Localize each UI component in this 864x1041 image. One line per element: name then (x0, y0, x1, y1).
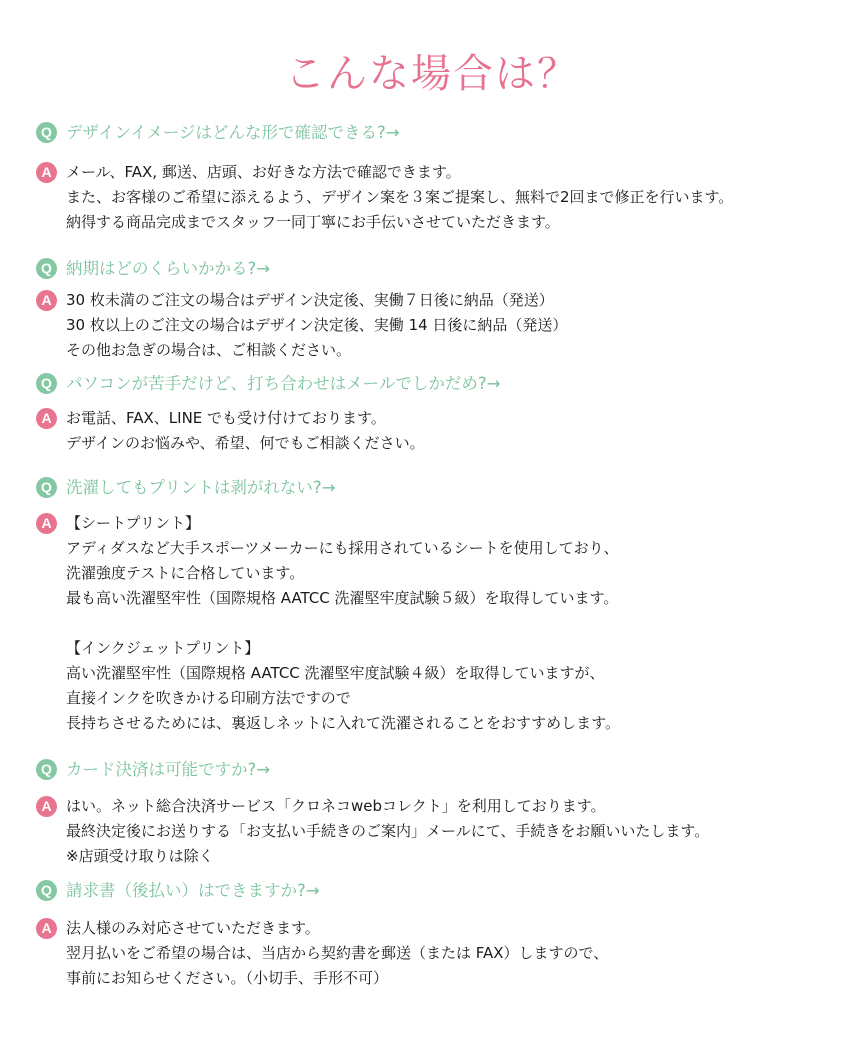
question-row[interactable] (36, 880, 320, 901)
answer-line: 洗濯強度テストに合格しています。 (66, 564, 305, 582)
answer-line: 直接インクを吹きかける印刷方法ですので (66, 689, 351, 707)
question-row[interactable] (36, 477, 335, 498)
answer-line: メール、FAX, 郵送、店頭、お好きな方法で確認できます。 (66, 163, 461, 181)
answer-row (36, 918, 608, 991)
answer-line: 最も高い洗濯堅牢性（国際規格 AATCC 洗濯堅牢度試験５級）を取得しています。 (66, 589, 619, 607)
answer-row (36, 290, 567, 363)
a-badge-icon: A (36, 796, 57, 817)
question-row[interactable] (36, 373, 500, 394)
answer-row (36, 796, 709, 869)
answer-line: 30 枚以上のご注文の場合はデザイン決定後、実働 14 日後に納品（発送） (66, 316, 568, 334)
answer-text (66, 794, 709, 869)
a-badge-icon: A (36, 408, 57, 429)
answer-line: 30 枚未満のご注文の場合はデザイン決定後、実働７日後に納品（発送） (66, 291, 554, 309)
answer-text (66, 288, 567, 363)
answer-text (66, 406, 425, 456)
q-badge-icon: Q (36, 477, 57, 498)
q-badge-icon: Q (36, 880, 57, 901)
answer-line: お電話、FAX、LINE でも受け付けております。 (66, 409, 386, 427)
question-text[interactable]: パソコンが苦手だけど、打ち合わせはメールでしかだめ?→ (66, 374, 501, 393)
q-badge-icon: Q (36, 373, 57, 394)
question-text[interactable]: デザインイメージはどんな形で確認できる?→ (66, 123, 400, 142)
question-text[interactable]: カード決済は可能ですか?→ (66, 760, 271, 779)
q-badge-icon: Q (36, 258, 57, 279)
answer-line: 高い洗濯堅牢性（国際規格 AATCC 洗濯堅牢度試験４級）を取得していますが、 (66, 664, 605, 682)
answer-line: 法人様のみ対応させていただきます。 (66, 919, 320, 937)
answer-line: また、お客様のご希望に添えるよう、デザイン案を３案ご提案し、無料で2回まで修正を行います。 (66, 188, 734, 206)
answer-line: 【インクジェットプリント】 (66, 639, 260, 657)
answer-line: 【シートプリント】 (66, 514, 200, 532)
answer-line: 翌月払いをご希望の場合は、当店から契約書を郵送（または FAX）しますので、 (66, 944, 609, 962)
answer-text (66, 916, 608, 991)
question-text[interactable]: 請求書（後払い）はできますか?→ (66, 881, 320, 900)
answer-row (36, 162, 733, 235)
a-badge-icon: A (36, 918, 57, 939)
a-badge-icon: A (36, 290, 57, 311)
answer-line: 最終決定後にお送りする「お支払い手続きのご案内」メールにて、手続きをお願いいたします。 (66, 822, 710, 840)
question-row[interactable] (36, 258, 270, 279)
answer-line: その他お急ぎの場合は、ご相談ください。 (66, 341, 352, 359)
answer-line: デザインのお悩みや、希望、何でもご相談ください。 (66, 434, 425, 452)
a-badge-icon: A (36, 513, 57, 534)
answer-line: 事前にお知らせください。（小切手、手形不可） (66, 969, 389, 987)
answer-row (36, 513, 620, 736)
answer-row (36, 408, 425, 456)
answer-text (66, 511, 620, 736)
answer-line: 納得する商品完成までスタッフ一同丁寧にお手伝いさせていただきます。 (66, 213, 560, 231)
q-badge-icon: Q (36, 122, 57, 143)
q-badge-icon: Q (36, 759, 57, 780)
page-title: こんな場合は？ (285, 51, 579, 97)
question-row[interactable] (36, 759, 270, 780)
answer-line: 長持ちさせるためには、裏返しネットに入れて洗濯されることをおすすめします。 (66, 714, 620, 732)
answer-line: アディダスなど大手スポーツメーカーにも採用されているシートを使用しており、 (66, 539, 619, 557)
question-text[interactable]: 洗濯してもプリントは剥がれない?→ (66, 478, 336, 497)
answer-text (66, 160, 733, 235)
answer-line (66, 611, 620, 636)
question-row[interactable] (36, 122, 400, 143)
answer-line: ※店頭受け取りは除く (66, 847, 214, 865)
answer-line: はい。ネット総合決済サービス「クロネコwebコレクト」を利用しております。 (66, 797, 606, 815)
a-badge-icon: A (36, 162, 57, 183)
question-text[interactable]: 納期はどのくらいかかる?→ (66, 259, 271, 278)
